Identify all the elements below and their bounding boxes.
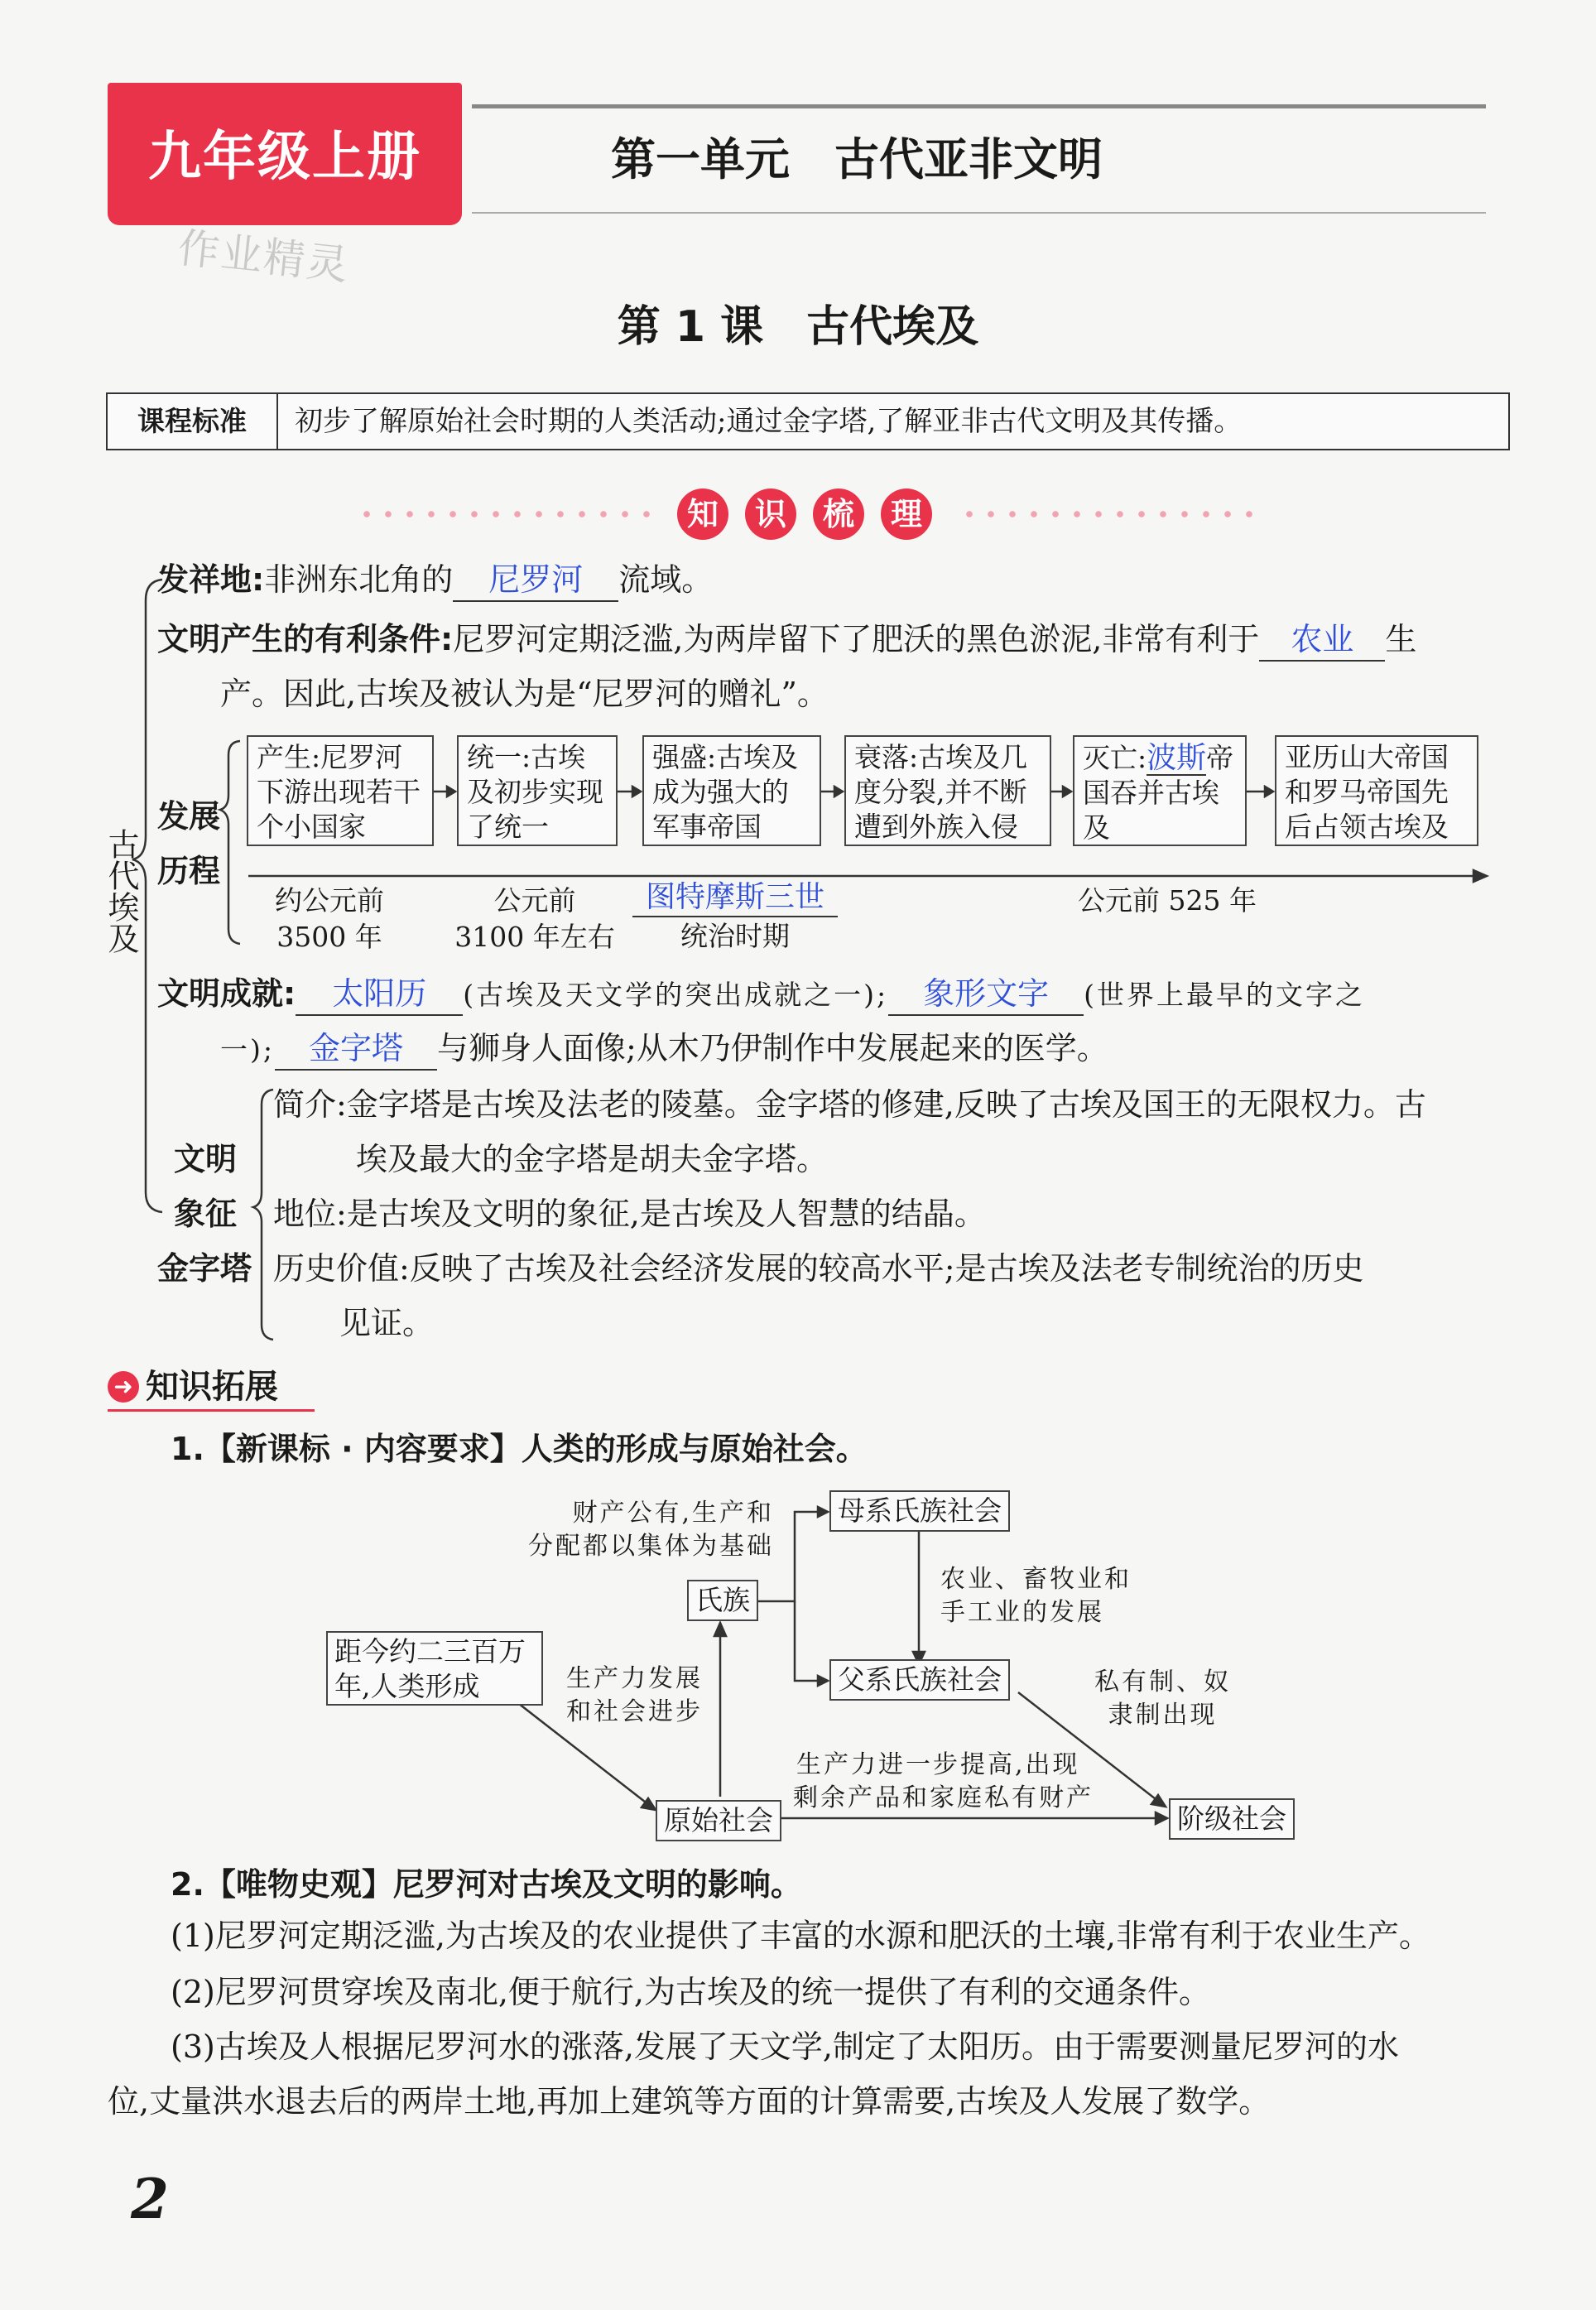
stage-fall-post: 帝国吞并古埃及 bbox=[1083, 742, 1234, 844]
achievement-note-1: (古埃及天文学的突出成就之一); bbox=[463, 979, 889, 1011]
badge-char-2: 识 bbox=[745, 488, 796, 540]
timeline-1b: 3500 年 bbox=[276, 921, 382, 953]
timeline-label-5: 公元前 525 年 bbox=[1078, 884, 1257, 917]
conditions-post1: 生 bbox=[1385, 621, 1417, 657]
symbol-label-1: 文明 bbox=[174, 1141, 238, 1177]
conditions-row-2: 产。因此,古埃及被认为是“尼罗河的赠礼”。 bbox=[220, 676, 829, 712]
extension-item-1-title: 1.【新课标 · 内容要求】人类的形成与原始社会。 bbox=[171, 1431, 868, 1467]
page-number: 2 bbox=[131, 2167, 169, 2231]
note-surplus-1: 生产力进一步提高,出现 bbox=[796, 1750, 1080, 1779]
note-surplus-2: 剩余产品和家庭私有财产 bbox=[793, 1783, 1094, 1812]
symbol-label-2: 象征 bbox=[174, 1196, 238, 1232]
note-private-1: 私有制、奴 bbox=[1094, 1668, 1231, 1696]
conditions-label: 文明产生的有利条件: bbox=[157, 621, 454, 657]
achievement-note-2: (世界上最早的文字之 bbox=[1084, 979, 1365, 1011]
watermark: 作业精灵 bbox=[175, 224, 353, 290]
stage-box-occupation: 亚历山大帝国和罗马帝国先后占领古埃及 bbox=[1275, 735, 1478, 846]
symbol-value-1: 历史价值:反映了古埃及社会经济发展的较高水平;是古埃及法老专制统治的历史 bbox=[273, 1250, 1364, 1287]
stage-box-prosperity: 强盛:古埃及成为强大的军事帝国 bbox=[642, 735, 821, 846]
note-private-2: 隶制出现 bbox=[1108, 1701, 1218, 1730]
achievement-answer-2: 象形文字 bbox=[888, 975, 1084, 1016]
patriarchal-box: 父系氏族社会 bbox=[829, 1659, 1010, 1701]
stage-box-origin: 产生:尼罗河下游出现若干个小国家 bbox=[247, 735, 434, 846]
achievement-answer-1: 太阳历 bbox=[296, 975, 463, 1016]
origin-box-line-1: 距今约二三百万 bbox=[334, 1635, 526, 1668]
note-productivity-1: 生产力发展 bbox=[566, 1664, 703, 1693]
note-private bbox=[1094, 1666, 1231, 1732]
timeline-2a: 公元前 bbox=[493, 884, 576, 917]
timeline-1a: 约公元前 bbox=[275, 884, 384, 917]
stage-fall-pre: 灭亡: bbox=[1083, 742, 1147, 774]
symbol-label-3: 金字塔 bbox=[157, 1250, 252, 1287]
class-society-box: 阶级社会 bbox=[1169, 1798, 1295, 1840]
conditions-pre: 尼罗河定期泛滥,为两岸留下了肥沃的黑色淤泥,非常有利于 bbox=[453, 621, 1260, 657]
standard-label: 课程标准 bbox=[108, 394, 278, 449]
conditions-answer: 农业 bbox=[1259, 620, 1385, 662]
extension-title: 知识拓展 bbox=[146, 1368, 278, 1406]
clan-box: 氏族 bbox=[687, 1580, 758, 1621]
origin-pre: 非洲东北角的 bbox=[264, 561, 454, 598]
achievements-label: 文明成就: bbox=[157, 975, 296, 1012]
note-agriculture-2: 手工业的发展 bbox=[940, 1598, 1104, 1627]
development-label-2: 历程 bbox=[157, 853, 221, 889]
symbol-intro-2: 埃及最大的金字塔是胡夫金字塔。 bbox=[356, 1141, 829, 1177]
extension-arrow-icon: ➜ bbox=[108, 1371, 139, 1403]
note-surplus bbox=[793, 1749, 1094, 1815]
outline-side-label-text: 古代埃及 bbox=[103, 828, 139, 954]
origin-box bbox=[326, 1631, 543, 1706]
stage-fall-answer: 波斯 bbox=[1147, 740, 1207, 774]
connector-clan-2 bbox=[795, 1601, 824, 1681]
standard-text: 初步了解原始社会时期的人类活动;通过金字塔,了解亚非古代文明及其传播。 bbox=[295, 405, 1243, 438]
badge-char-1: 知 bbox=[677, 488, 728, 540]
extension-paragraph-3a: (3)古埃及人根据尼罗河水的涨落,发展了天文学,制定了太阳历。由于需要测量尼罗河的水 bbox=[171, 2028, 1399, 2065]
origin-answer: 尼罗河 bbox=[453, 561, 618, 602]
note-agriculture bbox=[940, 1563, 1132, 1629]
development-label-1: 发展 bbox=[157, 798, 221, 835]
extension-paragraph-1: (1)尼罗河定期泛滥,为古埃及的农业提供了丰富的水源和肥沃的土壤,非常有利于农业生产。 bbox=[171, 1918, 1430, 1954]
extension-item-2-title: 2.【唯物史观】尼罗河对古埃及文明的影响。 bbox=[171, 1866, 802, 1903]
stage-box-decline: 衰落:古埃及几度分裂,并不断遭到外族入侵 bbox=[844, 735, 1051, 846]
note-property bbox=[528, 1497, 774, 1563]
symbol-intro-1: 简介:金字塔是古埃及法老的陵墓。金字塔的修建,反映了古埃及国王的无限权力。古 bbox=[273, 1086, 1426, 1123]
note-property-1: 财产公有,生产和 bbox=[572, 1499, 774, 1528]
origin-box-line-2: 年,人类形成 bbox=[334, 1670, 480, 1702]
lesson-title: 第 1 课 古代埃及 bbox=[617, 302, 979, 352]
achievement-answer-3: 金字塔 bbox=[275, 1029, 437, 1071]
note-productivity-2: 和社会进步 bbox=[566, 1697, 703, 1726]
timeline-2b: 3100 年左右 bbox=[454, 921, 615, 953]
symbol-value-2: 见证。 bbox=[339, 1305, 435, 1341]
timeline-3b: 统治时期 bbox=[680, 920, 790, 952]
note-agriculture-1: 农业、畜牧业和 bbox=[940, 1565, 1132, 1594]
extension-paragraph-2: (2)尼罗河贯穿埃及南北,便于航行,为古埃及的统一提供了有利的交通条件。 bbox=[171, 1974, 1210, 2010]
unit-title: 第一单元 古代亚非文明 bbox=[611, 133, 1103, 185]
achievement-line2-post: 与狮身人面像;从木乃伊制作中发展起来的医学。 bbox=[437, 1030, 1108, 1066]
symbol-status: 地位:是古埃及文明的象征,是古埃及人智慧的结晶。 bbox=[273, 1196, 986, 1232]
badge-char-3: 梳 bbox=[813, 488, 864, 540]
extension-paragraph-3b: 位,丈量洪水退去后的两岸土地,再加上建筑等方面的计算需要,古埃及人发展了数学。 bbox=[108, 2083, 1271, 2120]
origin-post: 流域。 bbox=[618, 561, 714, 598]
origin-label: 发祥地: bbox=[157, 561, 265, 598]
note-property-2: 分配都以集体为基础 bbox=[528, 1532, 774, 1561]
stage-box-unification: 统一:古埃及初步实现了统一 bbox=[457, 735, 618, 846]
grade-tab-label: 九年级上册 bbox=[148, 127, 421, 188]
note-productivity bbox=[566, 1663, 703, 1729]
matriarchal-box: 母系氏族社会 bbox=[829, 1490, 1010, 1532]
achievement-line2-pre: 一); bbox=[220, 1033, 275, 1066]
badge-char-4: 理 bbox=[881, 488, 932, 540]
timeline-3-answer: 图特摩斯三世 bbox=[632, 878, 838, 917]
primitive-box: 原始社会 bbox=[656, 1800, 781, 1841]
